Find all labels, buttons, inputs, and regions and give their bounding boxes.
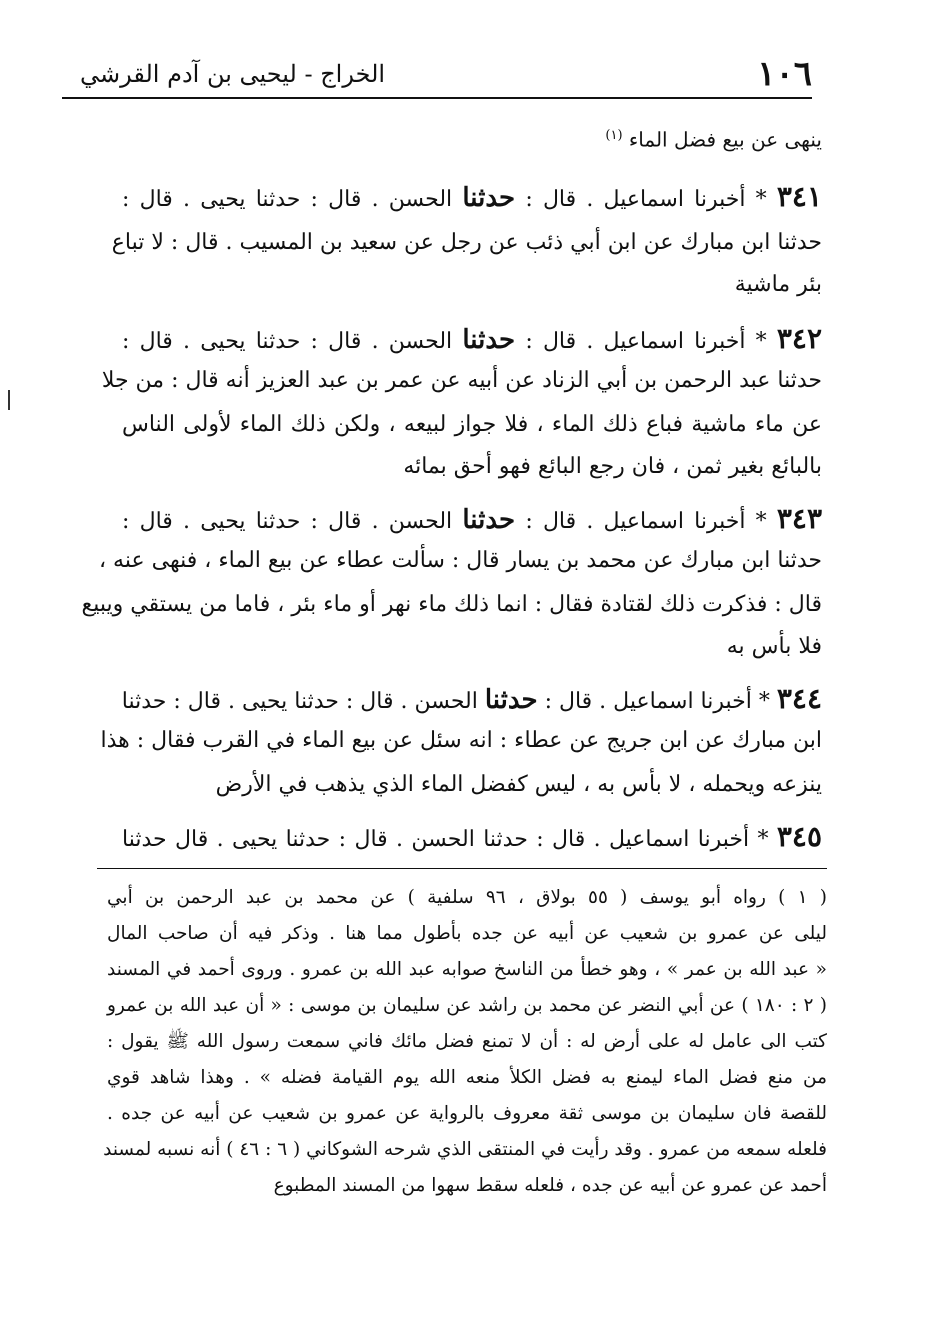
footnote-line-6: من منع فضل الماء ليمنع به فضل الكلأ منعه الله يوم القيامة فضله » . وهذا شاهد قوي: [107, 1067, 827, 1088]
line-text: أخبرنا اسماعيل . قال :: [525, 329, 746, 354]
footnote-marker: (١): [605, 128, 623, 143]
hadith-343-line-4: فلا بأس به: [726, 634, 822, 659]
haddathana-abbrev: حدثنا: [462, 505, 516, 535]
hadith-341-line-1: ٣٤١ * أخبرنا اسماعيل . قال : حدثنا الحسن . قال : حدثنا يحيى . قال :: [122, 180, 823, 213]
hadith-343-line-1: ٣٤٣ * أخبرنا اسماعيل . قال : حدثنا الحسن . قال : حدثنا يحيى . قال :: [122, 502, 823, 535]
hadith-342-line-4: بالبائع بغير ثمن ، فان رجع البائع فهو أحق بمائه: [403, 454, 822, 479]
running-title: الخراج - ليحيى بن آدم القرشي: [80, 60, 386, 88]
haddathana-abbrev: حدثنا: [484, 685, 538, 715]
intro-line: [122, 115, 822, 161]
hadith-342-line-3: عن ماء ماشية فباع ذلك الماء ، فلا جواز لبيعه ، ولكن ذلك الماء لأولى الناس: [122, 412, 822, 437]
header-rule: [62, 97, 812, 99]
hadith-343-line-3: قال : فذكرت ذلك لقتادة فقال : انما ذلك ماء نهر أو ماء بئر ، فاما من يستقي ويبيع: [81, 592, 822, 617]
hadith-344-line-1: ٣٤٤ * أخبرنا اسماعيل . قال : حدثنا الحسن . قال : حدثنا يحيى . قال : حدثنا: [121, 682, 822, 715]
haddathana-abbrev: حدثنا: [462, 325, 516, 355]
line-text: أخبرنا اسماعيل . قال :: [525, 187, 746, 212]
line-text: أخبرنا اسماعيل . قال :: [544, 689, 752, 714]
line-text: أخبرنا اسماعيل . قال : حدثنا الحسن . قال : حدثنا يحيى . قال حدثنا: [122, 827, 750, 852]
line-text: الحسن . قال : حدثنا يحيى . قال : حدثنا: [121, 689, 478, 714]
line-text: الحسن . قال : حدثنا يحيى . قال :: [122, 187, 453, 212]
footnote-line-5: كتب الى عامل له على أرض له : أن لا تمنع فضل مائك فاني سمعت رسول الله ﷺ يقول :: [107, 1031, 827, 1052]
footnote-line-9: أحمد عن عمرو عن أبيه عن جده ، فلعله سقط سهوا من المسند المطبوع: [273, 1175, 827, 1196]
hadith-344-line-3: ينزعه ويحمله ، لا بأس به ، ليس كفضل الماء الذي يذهب في الأرض: [215, 772, 822, 797]
hadith-341-line-2: حدثنا ابن مبارك عن ابن أبي ذئب عن رجل عن سعيد بن المسيب . قال : لا تباع: [111, 230, 822, 255]
hadith-344-line-2: ابن مبارك عن ابن جريج عن عطاء : انه سئل عن بيع الماء في القرب فقال : هذا: [100, 728, 822, 753]
footnote-line-7: للقصة فان سليمان بن موسى ثقة معروف بالرواية عن عمرو بن شعيب عن أبيه عن جده .: [107, 1103, 827, 1124]
footnote-line-2: ليلى عن عمرو بن شعيب عن أبيه عن جده بأطول مما هنا . وذكر فيه أن صاحب المال: [107, 923, 827, 944]
margin-mark: [8, 390, 10, 410]
line-text: الحسن . قال : حدثنا يحيى . قال :: [122, 329, 453, 354]
hadith-345-line-1: ٣٤٥ * أخبرنا اسماعيل . قال : حدثنا الحسن . قال : حدثنا يحيى . قال حدثنا: [122, 820, 822, 853]
haddathana-abbrev: حدثنا: [462, 183, 516, 213]
footnote-line-1: ( ١ ) رواه أبو يوسف ( ٥٥ بولاق ، ٩٦ سلفية ) عن محمد بن عبد الرحمن بن أبي: [107, 887, 827, 908]
footnote-line-3: « عبد الله بن عمر » ، وهو خطأ من الناسخ صوابه عبد الله بن عمرو . وروى أحمد في المسند: [107, 959, 827, 980]
line-text: الحسن . قال : حدثنا يحيى . قال :: [122, 509, 453, 534]
hadith-342-line-2: حدثنا عبد الرحمن بن أبي الزناد عن أبيه عن عمر بن عبد العزيز أنه قال : من جلا: [101, 368, 822, 393]
hadith-341-line-3: بئر ماشية: [734, 272, 822, 297]
hadith-343-line-2: حدثنا ابن مبارك عن محمد بن يسار قال : سألت عطاء عن بيع الماء ، فنهى عنه ،: [98, 548, 822, 573]
line-text: أخبرنا اسماعيل . قال :: [525, 509, 746, 534]
hadith-number: ٣٤٥: [776, 820, 822, 853]
footnote-rule: [97, 868, 827, 869]
footnote-line-8: فلعله سمعه من عمرو . وقد رأيت في المنتقى الذي شرحه الشوكاني ( ٦ : ٤٦ ) أنه نسبه لمسند: [103, 1139, 827, 1160]
hadith-number: ٣٤٢: [776, 322, 823, 355]
intro-text: ينهى عن بيع فضل الماء: [628, 127, 822, 152]
hadith-342-line-1: ٣٤٢ * أخبرنا اسماعيل . قال : حدثنا الحسن . قال : حدثنا يحيى . قال :: [122, 322, 823, 355]
page-number: ١٠٦: [757, 54, 812, 94]
page-header: [62, 52, 812, 96]
footnote-line-4: ( ٢ : ١٨٠ ) عن أبي النضر عن محمد بن راشد عن سليمان بن موسى : « أن عبد الله بن عمرو: [107, 995, 827, 1016]
hadith-number: ٣٤٤: [776, 682, 822, 715]
hadith-number: ٣٤٣: [776, 502, 823, 535]
hadith-number: ٣٤١: [776, 180, 823, 213]
